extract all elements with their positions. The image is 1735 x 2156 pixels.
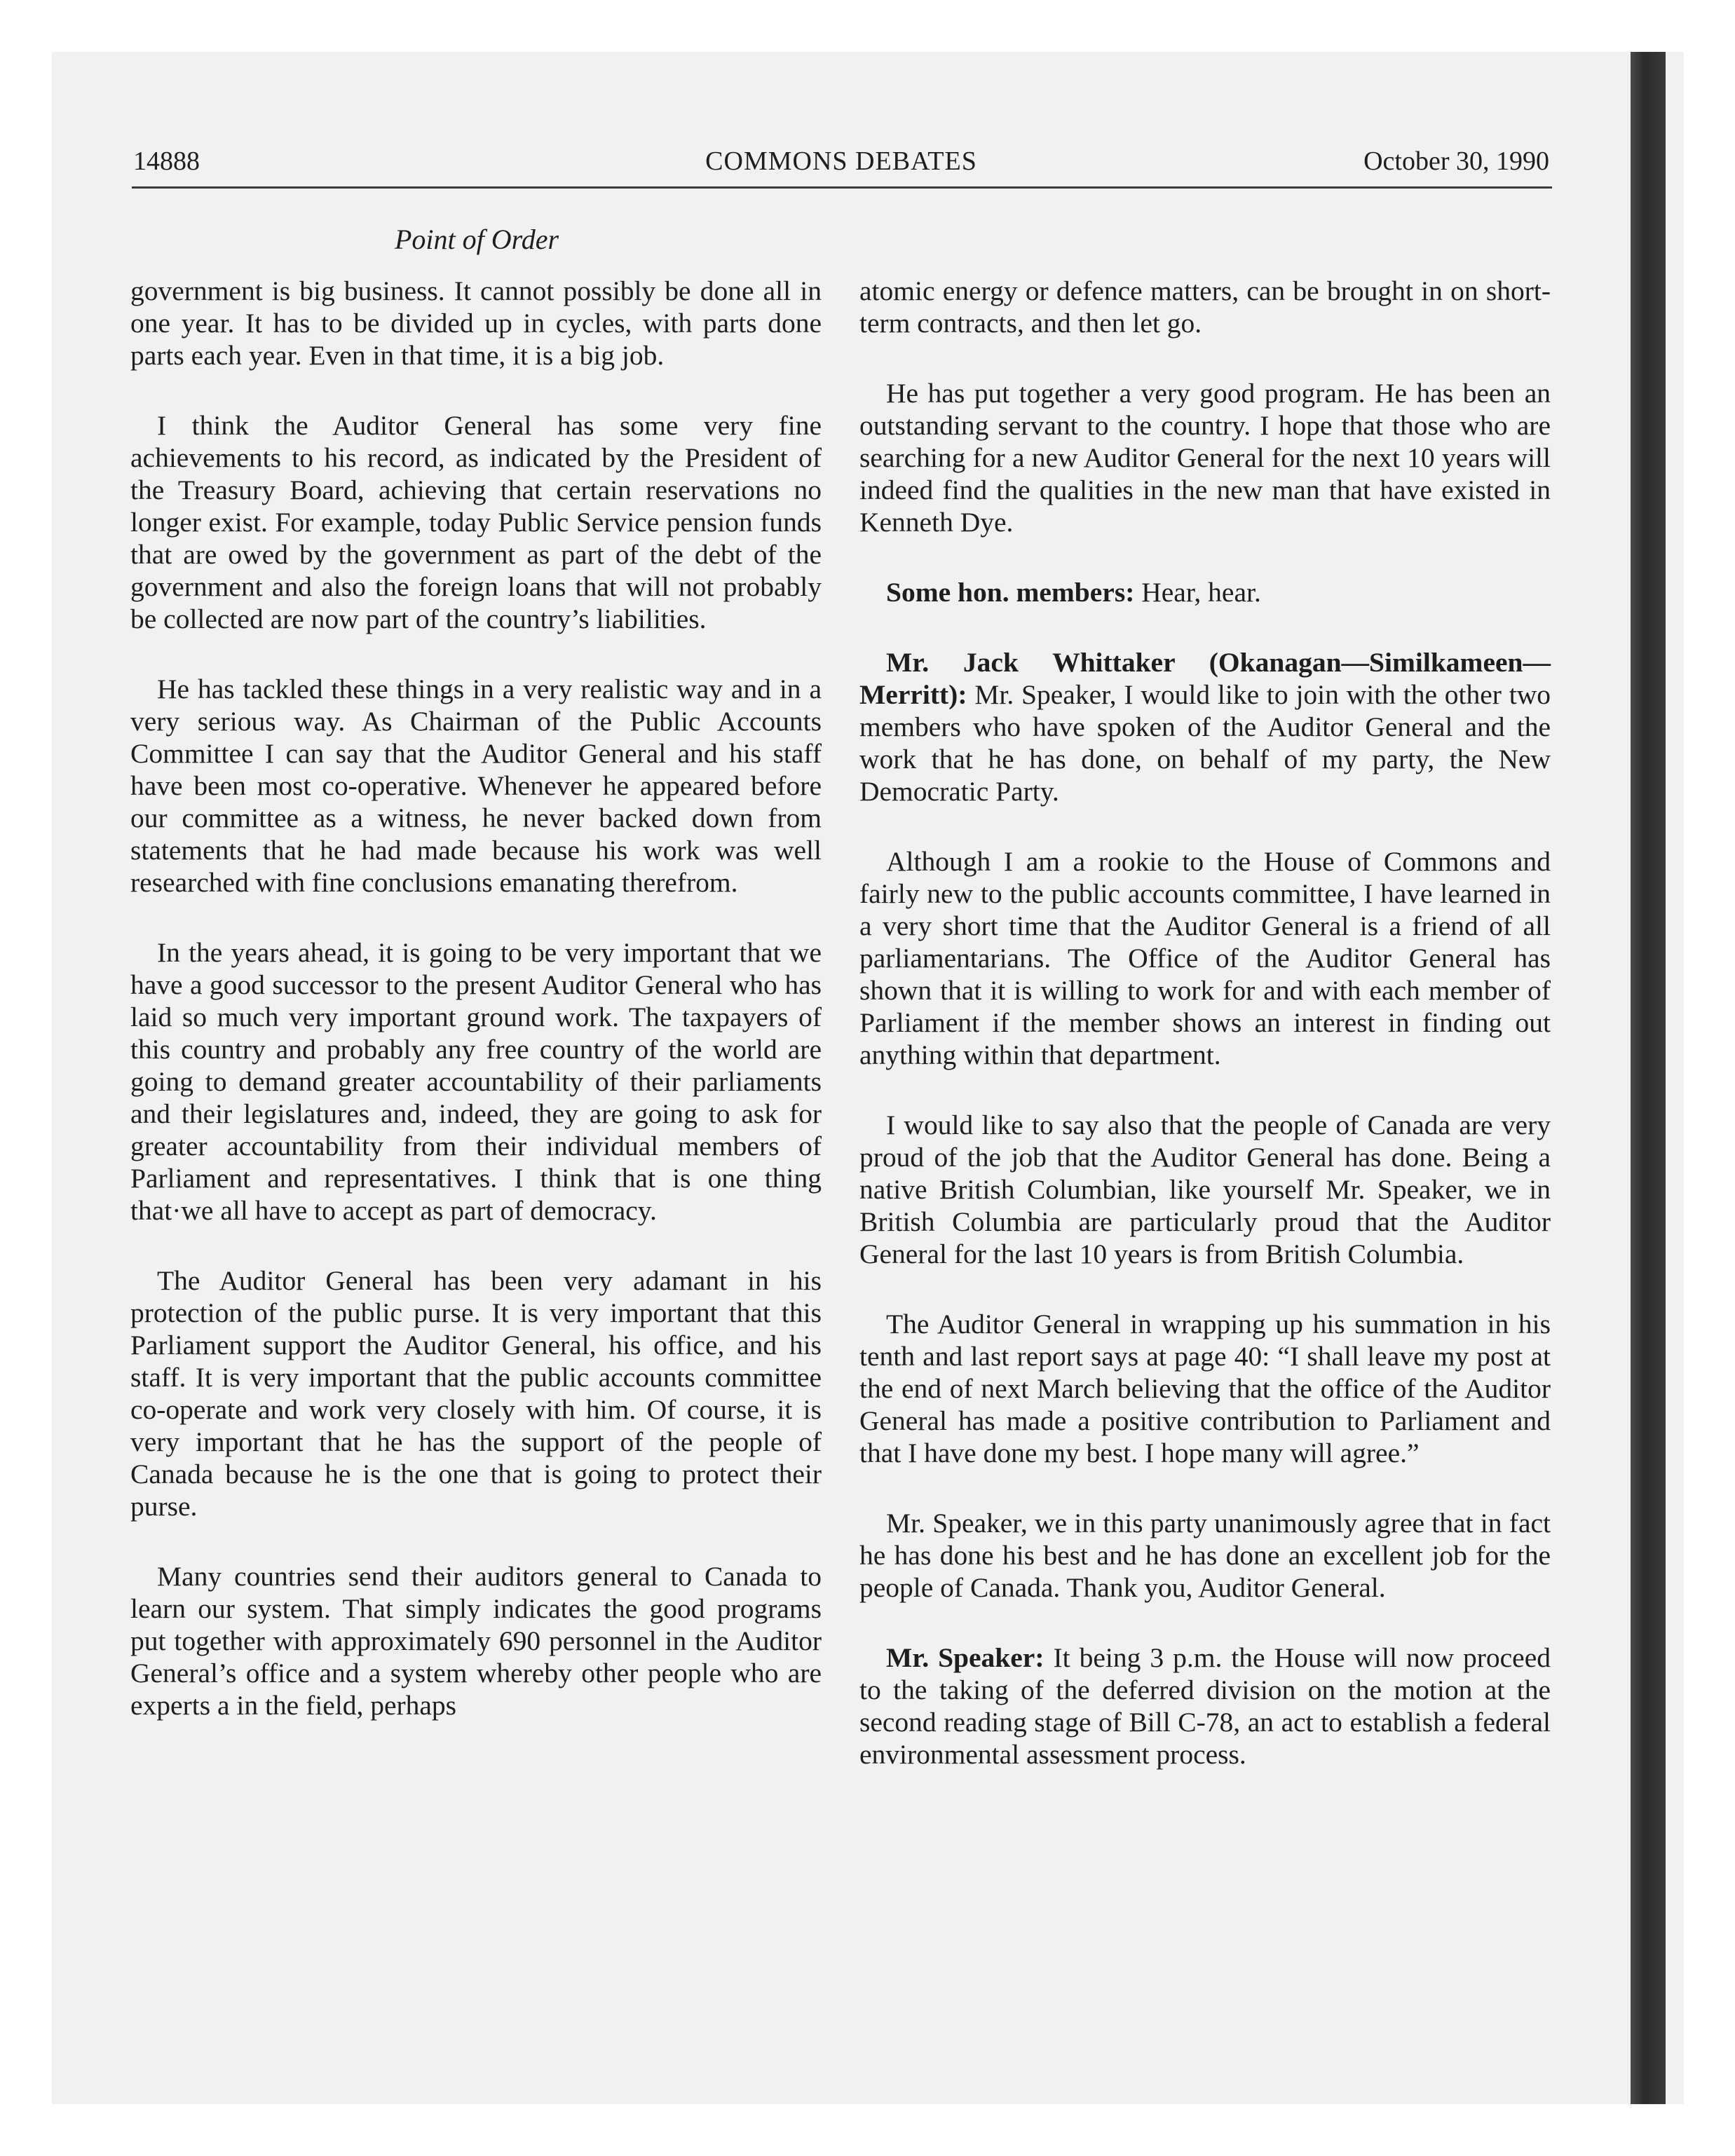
speaker-paragraph bbox=[859, 646, 1551, 807]
paragraph: Many countries send their auditors general to Canada to learn our system. That simply indicates the good programs put together with approximately 690 personnel in the Auditor General’s office and a system whereby other people who are experts a in the field, perhaps bbox=[130, 1561, 822, 1721]
speaker-paragraph bbox=[859, 1642, 1551, 1770]
page-header bbox=[133, 146, 1549, 189]
paragraph: atomic energy or defence matters, can be brought in on short-term contracts, and then let go. bbox=[859, 275, 1551, 339]
paragraph: I think the Auditor General has some very fine achievements to his record, as indicated by the President of the Treasury Board, achieving that certain reservations no longer exist. For example, today Public Service pension funds that are owed by the government as part of the debt of the government and also the foreign loans that will not probably be collected are now part of the country’s liabilities. bbox=[130, 410, 822, 634]
left-column bbox=[130, 275, 822, 1759]
right-column bbox=[859, 275, 1551, 1808]
speaker-name: Mr. Jack Whittaker (Okanagan—Similkameen—Merritt): bbox=[859, 647, 1551, 710]
page-number: 14888 bbox=[133, 146, 200, 176]
speaker-name: Mr. Speaker: bbox=[886, 1642, 1045, 1673]
publication-title: COMMONS DEBATES bbox=[705, 146, 977, 176]
page-date: October 30, 1990 bbox=[1363, 146, 1549, 176]
paragraph: He has tackled these things in a very realistic way and in a very serious way. As Chairman of the Public Accounts Committee I can say that the Auditor General and his staff have been most co-operative. Whenever he appeared before our committee as a witness, he never backed down from statements that he had made because his work was well researched with fine conclusions emanating therefrom. bbox=[130, 674, 822, 898]
paragraph: I would like to say also that the people of Canada are very proud of the job that the Auditor General has done. Being a native British Columbian, like yourself Mr. Speaker, we in British Columbia are particularly proud that the Auditor General for the last 10 years is from British Columbia. bbox=[859, 1110, 1551, 1269]
paragraph: Although I am a rookie to the House of Commons and fairly new to the public accounts committee, I have learned in a very short time that the Auditor General is a friend of all parliamentarians. The Office of the Auditor General has shown that it is willing to work for and with each member of Parliament if the member shows an interest in finding out anything within that department. bbox=[859, 846, 1551, 1070]
speech-text: Mr. Speaker, I would like to join with the other two members who have spoken of the Auditor General and the work that he has done, on behalf of my party, the New Democratic Party. bbox=[859, 679, 1551, 807]
paragraph: The Auditor General has been very adamant in his protection of the public purse. It is very important that this Parliament support the Auditor General, his office, and his staff. It is very important that the public accounts committee co-operate and work very closely with him. Of course, it is very important that he has the support of the people of Canada because he is the one that is going to protect their purse. bbox=[130, 1265, 822, 1522]
header-rule bbox=[132, 186, 1552, 189]
speaker-paragraph bbox=[859, 576, 1551, 608]
section-title: Point of Order bbox=[394, 224, 559, 255]
paragraph: Mr. Speaker, we in this party unanimously agree that in fact he has done his best and he has done an excellent job for the people of Canada. Thank you, Auditor General. bbox=[859, 1508, 1551, 1603]
paragraph: The Auditor General in wrapping up his summation in his tenth and last report says at page 40: “I shall leave my post at the end of next March believing that the office of the Auditor General has made a positive contribution to Parliament and that I have done my best. I hope many will agree.” bbox=[859, 1309, 1551, 1468]
scan-edge-shadow bbox=[1631, 52, 1666, 2104]
speech-text: Hear, hear. bbox=[1134, 577, 1261, 608]
paragraph: He has put together a very good program. He has been an outstanding servant to the country. I hope that those who are searching for a new Auditor General for the next 10 years will indeed find the qualities in the new man that have existed in Kenneth Dye. bbox=[859, 378, 1551, 538]
speech-text: It being 3 p.m. the House will now proceed to the taking of the deferred division on the motion at the second reading stage of Bill C-78, an act to establish a federal environmental assessment process. bbox=[859, 1642, 1551, 1770]
speaker-name: Some hon. members: bbox=[886, 577, 1135, 608]
paragraph: government is big business. It cannot possibly be done all in one year. It has to be divided up in cycles, with parts done parts each year. Even in that time, it is a big job. bbox=[130, 275, 822, 371]
paragraph: In the years ahead, it is going to be very important that we have a good successor to the present Auditor General who has laid so much very important ground work. The taxpayers of this country and probably any free country of the world are going to demand greater accountability of their parliaments and their legislatures and, indeed, they are going to ask for greater accountability from their individual members of Parliament and representatives. I think that is one thing that·we all have to accept as part of democracy. bbox=[130, 937, 822, 1226]
